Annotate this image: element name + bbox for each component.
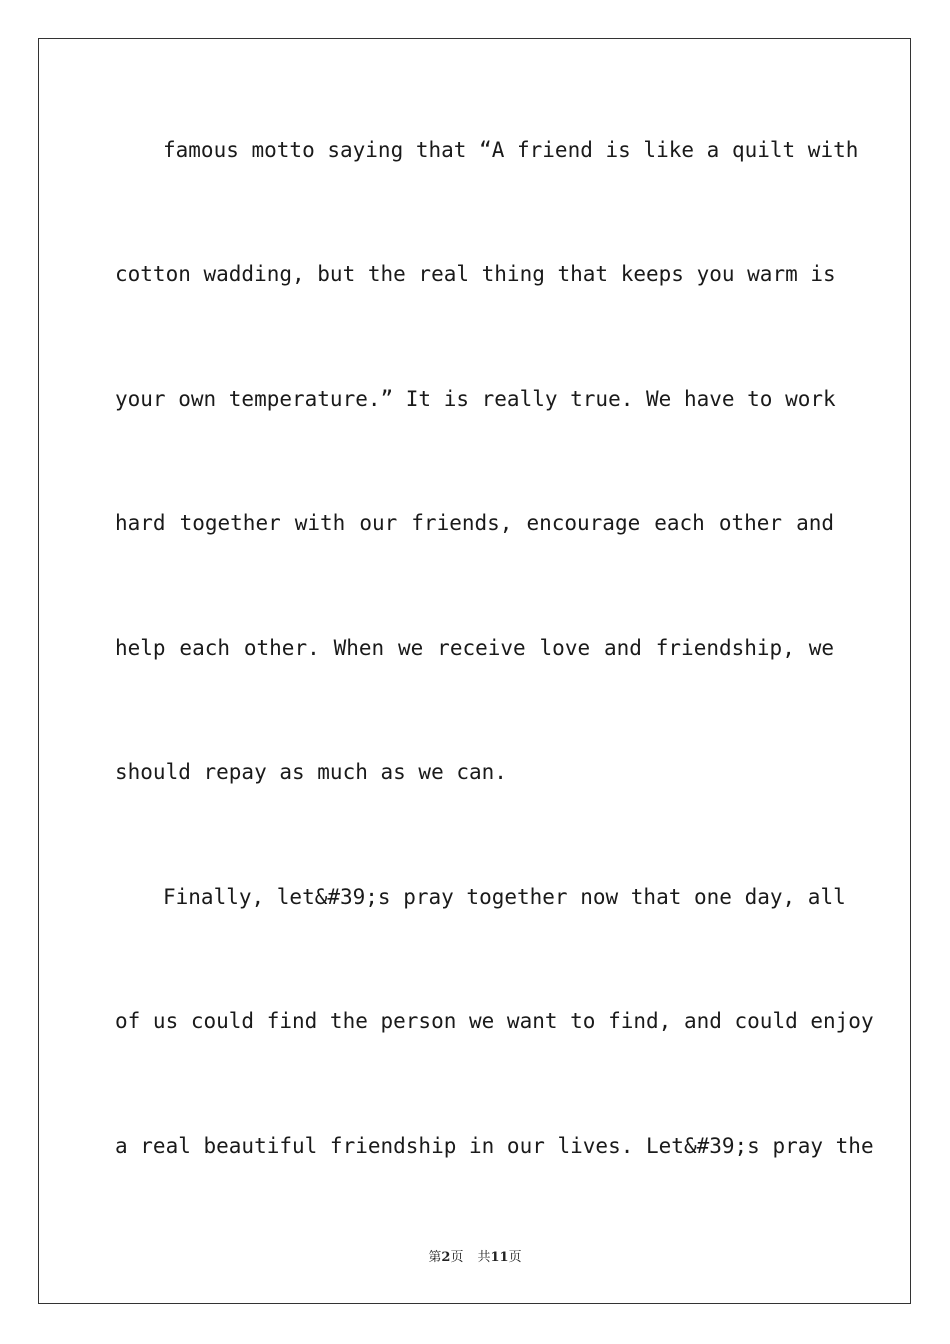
footer-total-prefix: 共 (477, 1250, 491, 1265)
footer-total-suffix: 页 (508, 1250, 522, 1265)
footer-total-pages: 11 (490, 1250, 509, 1265)
text-line-7: Finally, let&#39;s pray together now that one day, all (163, 885, 846, 909)
page-border (38, 38, 911, 1304)
footer-page-suffix: 页 (450, 1250, 464, 1265)
text-line-5: help each other. When we receive love and friendship, we (115, 636, 834, 660)
page-footer (0, 1246, 950, 1265)
text-line-8: of us could find the person we want to find, and could enjoy (115, 1009, 874, 1033)
footer-page-number: 2 (441, 1250, 451, 1265)
text-line-6: should repay as much as we can. (115, 760, 507, 784)
text-line-3: your own temperature.” It is really true. We have to work (115, 387, 836, 411)
text-line-2: cotton wadding, but the real thing that keeps you warm is (115, 262, 836, 286)
footer-page-prefix: 第 (428, 1250, 442, 1265)
text-line-4: hard together with our friends, encourage each other and (115, 511, 834, 535)
text-line-1: famous motto saying that “A friend is like a quilt with (163, 138, 859, 162)
text-line-9: a real beautiful friendship in our lives. Let&#39;s pray the (115, 1134, 874, 1158)
